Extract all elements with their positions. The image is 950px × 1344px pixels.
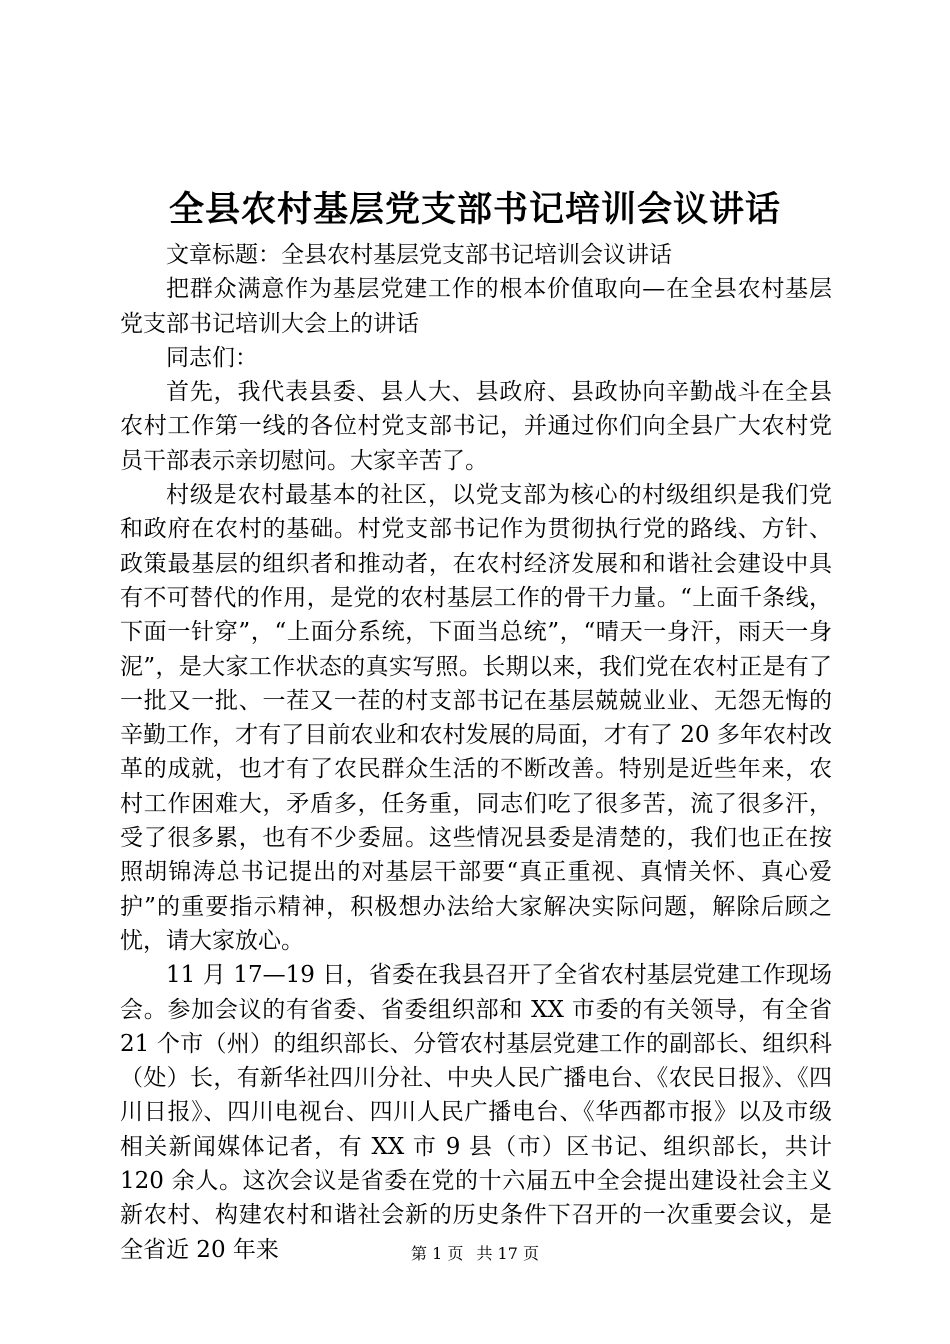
body-paragraph: 11 月 17—19 日，省委在我县召开了全省农村基层党建工作现场会。参加会议的有省委、省委组织部和 XX 市委的有关领导，有全省 21 个市（州）的组织部长、分管农村基层党建工作的副部长、组织科（处）长，有新华社四川分社、中央人民广播电台、《农民日报》、《四川日报》、四川电视台、四川人民广播电台、《华西都市报》以及市级相关新闻媒体记者，有 XX 市 9 县（市）区书记、组织部长，共计 120 余人。这次会议是省委在党的十六届五中全会提出建设社会主义新农村、构建农村和谐社会新的历史条件下召开的一次重要会议，是全省近 20 年来 bbox=[120, 962, 832, 1263]
page-footer bbox=[0, 1243, 950, 1265]
article-title-line: 文章标题：全县农村基层党支部书记培训会议讲话 bbox=[166, 242, 672, 268]
page-total: 共 17 页 bbox=[476, 1244, 539, 1263]
salutation: 同志们： bbox=[166, 344, 258, 371]
document-body bbox=[120, 238, 832, 1267]
body-paragraph: 首先，我代表县委、县人大、县政府、县政协向辛勤战斗在全县农村工作第一线的各位村党支部书记，并通过你们向全县广大农村党员干部表示亲切慰问。大家辛苦了。 bbox=[120, 379, 832, 474]
body-paragraph: 村级是农村最基本的社区，以党支部为核心的村级组织是我们党和政府在农村的基础。村党支部书记作为贯彻执行党的路线、方针、政策最基层的组织者和推动者，在农村经济发展和和谐社会建设中具有不可替代的作用，是党的农村基层工作的骨干力量。“上面千条线，下面一针穿”，“上面分系统，下面当总统”，“晴天一身汗，雨天一身泥”，是大家工作状态的真实写照。长期以来，我们党在农村正是有了一批又一批、一茬又一茬的村支部书记在基层兢兢业业、无怨无悔的辛勤工作，才有了目前农业和农村发展的局面，才有了 20 多年农村改革的成就，也才有了农民群众生活的不断改善。特别是近些年来，农村工作困难大，矛盾多，任务重，同志们吃了很多苦，流了很多汗，受了很多累，也有不少委屈。这些情况县委是清楚的，我们也正在按照胡锦涛总书记提出的对基层干部要“真正重视、真情关怀、真心爱护”的重要指示精神，积极想办法给大家解决实际问题，解除后顾之忧，请大家放心。 bbox=[120, 482, 832, 954]
speech-subtitle: 把群众满意作为基层党建工作的根本价值取向—在全县农村基层党支部书记培训大会上的讲话 bbox=[120, 276, 832, 337]
page-number: 第 1 页 bbox=[411, 1244, 464, 1263]
document-title: 全县农村基层党支部书记培训会议讲话 bbox=[168, 189, 781, 230]
